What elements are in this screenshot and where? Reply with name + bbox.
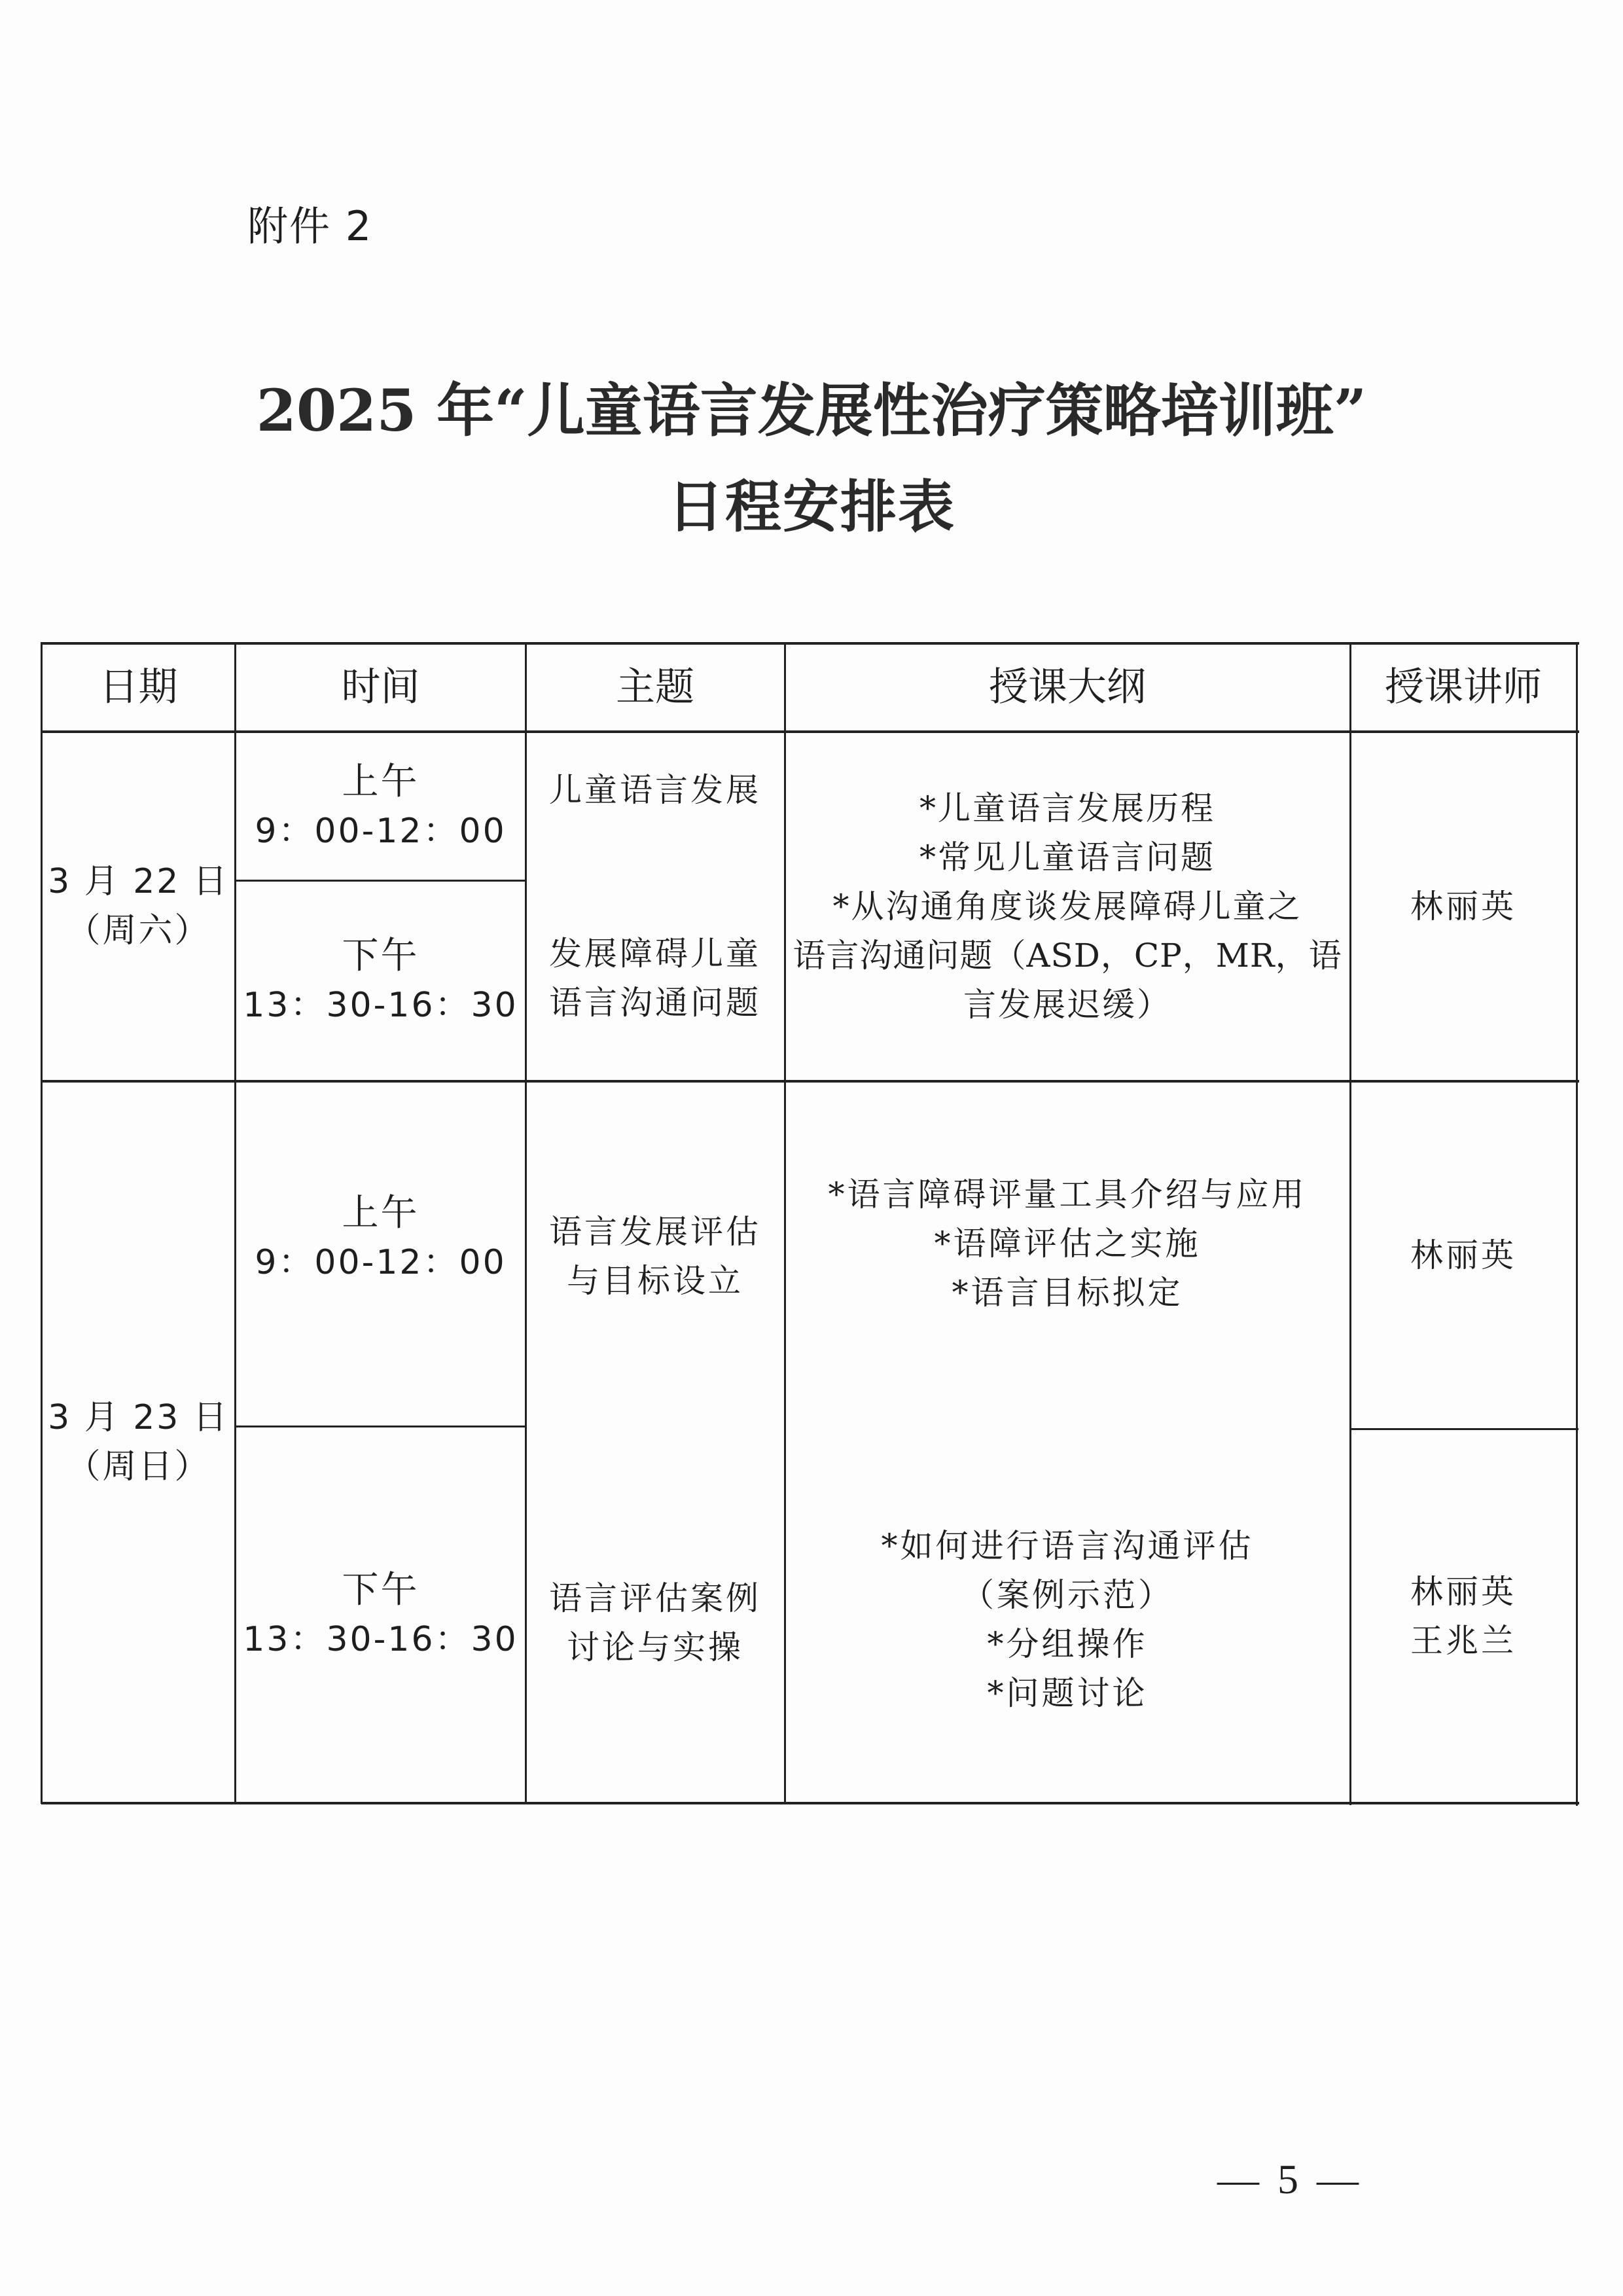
header-cell-date — [41, 643, 236, 731]
day2-outline-item: *分组操作 — [987, 1625, 1148, 1663]
day2-outline-item: *语言障碍评量工具介绍与应用 — [828, 1175, 1307, 1213]
day1-outline-item: *儿童语言发展历程 — [919, 789, 1215, 827]
day2-afternoon-instructor-name: 王兆兰 — [1410, 1622, 1516, 1660]
day1-date-cell — [41, 733, 236, 1080]
day1-morning-time: 9：00-12：00 — [255, 812, 507, 851]
day2-afternoon-topic-line1: 语言评估案例 — [549, 1579, 761, 1617]
header-cell-time — [236, 643, 526, 731]
day1-morning-time-cell — [236, 733, 526, 880]
day2-outline-item: *语障评估之实施 — [934, 1224, 1201, 1263]
day1-morning-topic: 儿童语言发展 — [549, 771, 761, 809]
header-outline-label: 授课大纲 — [989, 664, 1146, 710]
header-topic-label: 主题 — [616, 664, 694, 710]
header-cell-topic — [526, 643, 785, 731]
day2-weekday: （周日） — [66, 1447, 211, 1486]
day1-afternoon-topic-line1: 发展障碍儿童 — [549, 935, 761, 973]
day1-weekday: （周六） — [66, 911, 211, 950]
day2-afternoon-time-cell — [236, 1427, 526, 1802]
day2-morning-outline-cell — [785, 1158, 1350, 1329]
day2-afternoon-time: 13：30-16：30 — [243, 1619, 518, 1659]
header-instructor-label: 授课讲师 — [1385, 664, 1542, 710]
day1-afternoon-time-cell — [236, 882, 526, 1080]
day1-afternoon-topic-cell — [526, 923, 785, 1034]
day1-outline-cell — [785, 733, 1350, 1080]
day2-date: 3 月 23 日 — [48, 1398, 229, 1437]
day2-afternoon-period: 下午 — [342, 1568, 419, 1611]
day2-morning-time: 9：00-12：00 — [255, 1242, 507, 1282]
day2-outline-item: *如何进行语言沟通评估 — [881, 1527, 1254, 1565]
day2-morning-instructor-cell — [1350, 1083, 1577, 1428]
day2-morning-instructor-name: 林丽英 — [1410, 1236, 1516, 1274]
header-cell-outline — [785, 643, 1350, 731]
day2-afternoon-topic-cell — [526, 1568, 785, 1679]
day2-morning-time-cell — [236, 1083, 526, 1426]
day2-afternoon-topic-line2: 讨论与实操 — [567, 1628, 743, 1666]
day1-outline-item: 语言沟通问题（ASD，CP，MR，语 — [793, 936, 1342, 975]
day1-afternoon-period: 下午 — [342, 935, 419, 977]
table-border-bottom — [41, 1802, 1579, 1804]
day2-outline-item: （案例示范） — [961, 1576, 1173, 1614]
header-cell-instructor — [1350, 643, 1577, 731]
day2-date-cell — [41, 1083, 236, 1803]
header-date-label: 日期 — [99, 664, 178, 710]
day2-afternoon-instructor-cell — [1350, 1430, 1577, 1803]
attachment-label: 附件 2 — [247, 202, 373, 250]
page-number: — 5 — — [1217, 2156, 1363, 2202]
day2-morning-period: 上午 — [342, 1191, 419, 1234]
header-time-label: 时间 — [341, 664, 420, 710]
day1-afternoon-topic-line2: 语言沟通问题 — [549, 984, 761, 1022]
day2-afternoon-instructor-name: 林丽英 — [1410, 1573, 1516, 1611]
day2-morning-topic-line2: 与目标设立 — [567, 1262, 743, 1300]
day2-morning-topic-line1: 语言发展评估 — [549, 1213, 761, 1251]
document-title: 2025 年“儿童语言发展性治疗策略培训班” — [256, 376, 1367, 444]
day1-instructor-name: 林丽英 — [1410, 887, 1516, 925]
document-subtitle: 日程安排表 — [668, 474, 955, 540]
day1-instructor-cell — [1350, 733, 1577, 1080]
day1-outline-item: 言发展迟缓） — [963, 985, 1171, 1024]
day1-afternoon-time: 13：30-16：30 — [243, 986, 518, 1025]
day2-afternoon-outline-cell — [785, 1512, 1350, 1728]
day1-outline-item: *常见儿童语言问题 — [919, 838, 1215, 876]
day2-morning-topic-cell — [526, 1201, 785, 1312]
day2-outline-item: *问题讨论 — [987, 1674, 1148, 1712]
day1-morning-topic-cell — [526, 766, 785, 844]
day1-morning-period: 上午 — [342, 761, 419, 803]
day1-outline-item: *从沟通角度谈发展障碍儿童之 — [832, 887, 1302, 925]
day2-outline-item: *语言目标拟定 — [952, 1273, 1183, 1312]
day1-date: 3 月 22 日 — [48, 862, 229, 901]
